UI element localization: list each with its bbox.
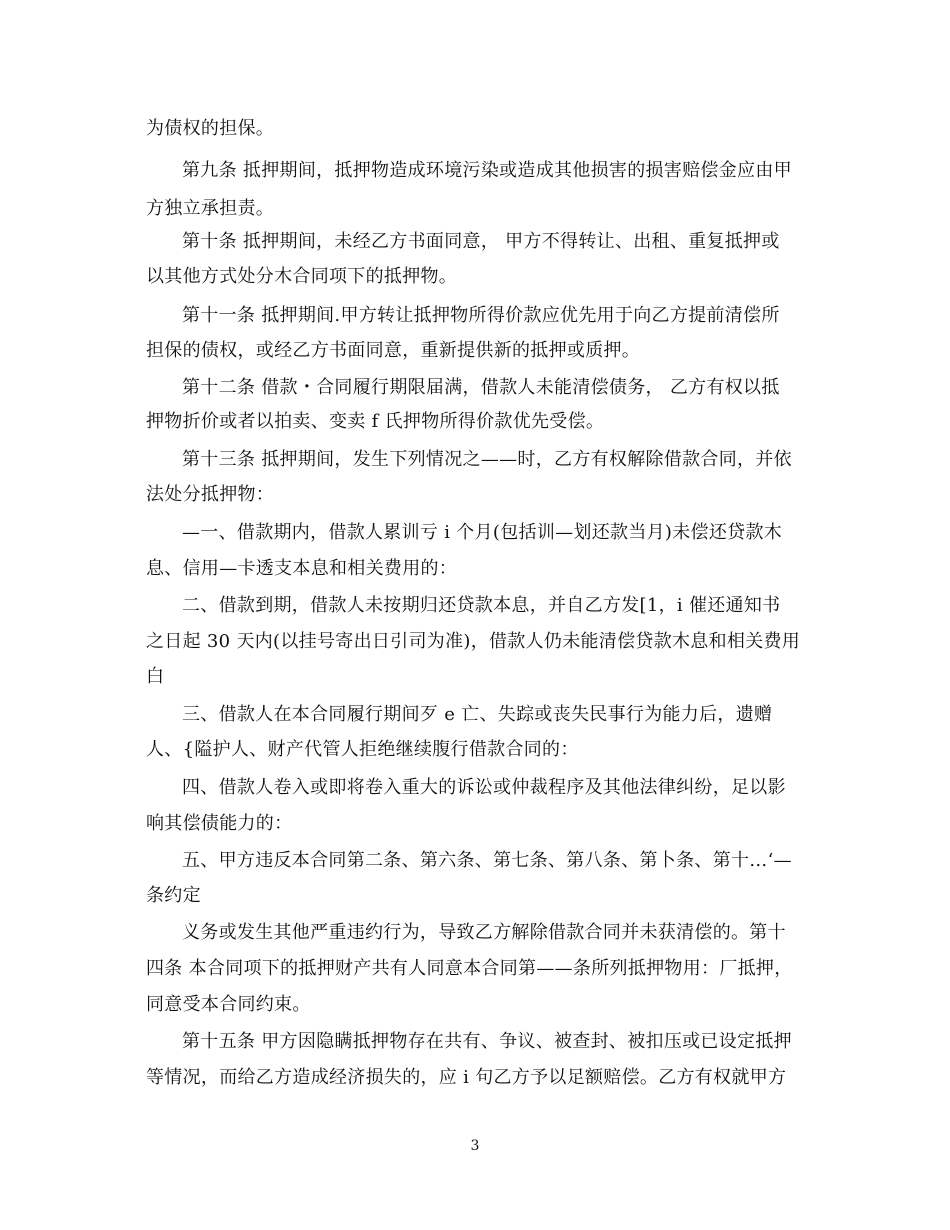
text-line: 四条 本合同项下的抵押财产共有人同意本合同第——条所列抵押物用：厂抵押， xyxy=(146,958,793,979)
text-line: 押物折价或者以拍卖、变卖 f 氏押物所得价款优先受偿。 xyxy=(146,411,605,432)
text-line: 为债权的担保。 xyxy=(146,118,275,139)
text-line: 息、信用—卡透支本息和相关费用的： xyxy=(146,558,458,579)
text-line: 第十三条 抵押期间，发生下列情况之——时，乙方有权解除借款合同，并依 xyxy=(182,449,792,470)
text-line: 第十一条 抵押期间.甲方转让抵押物所得价款应优先用于向乙方提前清偿所 xyxy=(182,305,780,326)
text-line: 之日起 30 天内(以挂号寄出日引司为准)，借款人仍未能清偿贷款木息和相关费用 xyxy=(146,631,801,652)
text-line: 人、{隘护人、财产代管人拒绝继续腹行借款合同的： xyxy=(146,739,579,760)
text-line: 第十条 抵押期间，未经乙方书面同意， 甲方不得转让、出租、重复抵押或 xyxy=(182,231,780,252)
text-line: 四、借款人卷入或即将卷入重大的诉讼或仲裁程序及其他法律纠纷，足以影 xyxy=(182,777,786,798)
text-line: 同意受本合同约束。 xyxy=(146,994,311,1015)
text-line: 等情况，而给乙方造成经济损失的，应 i 句乙方予以足额赔偿。乙方有权就甲方 xyxy=(146,1067,787,1088)
text-line: 担保的债权，或经乙方书面同意，重新提供新的抵押或质押。 xyxy=(146,340,641,361)
text-line: 法处分抵押物： xyxy=(146,484,275,505)
text-line: 三、借款人在本合同履行期间歹 e 亡、失踪或丧失民事行为能力后，遗赠 xyxy=(182,704,773,725)
text-line: 第九条 抵押期间，抵押物造成环境污染或造成其他损害的损害赔偿金应由甲 xyxy=(182,160,792,181)
page-number: 3 xyxy=(470,1138,480,1154)
text-line: 条约定 xyxy=(146,885,201,906)
text-line: 方独立承担责。 xyxy=(146,198,275,219)
text-line: 义务或发生其他严重违约行为，导致乙方解除借款合同并未获清偿的。第十 xyxy=(182,922,786,943)
text-line: 白 xyxy=(146,666,165,687)
text-line: —一、借款期内，借款人累训亏 i 个月(包括训—划还款当月)未偿还贷款木 xyxy=(182,522,783,543)
text-line: 五、甲方违反本合同第二条、第六条、第七条、第八条、第卜条、第十…‘— xyxy=(182,850,792,871)
text-line: 响其偿债能力的： xyxy=(146,813,293,834)
text-line: 第十二条 借款・合同履行期限届满，借款人未能清偿债务， 乙方有权以抵 xyxy=(182,377,780,398)
text-line: 二、借款到期，借款人未按期归还贷款本息，并自乙方发[1，i 催还通知书 xyxy=(182,595,781,616)
text-line: 以其他方式处分木合同项下的抵押物。 xyxy=(146,266,458,287)
text-line: 第十五条 甲方因隐瞒抵押物存在共有、争议、被查封、被扣压或已设定抵押 xyxy=(182,1031,792,1052)
